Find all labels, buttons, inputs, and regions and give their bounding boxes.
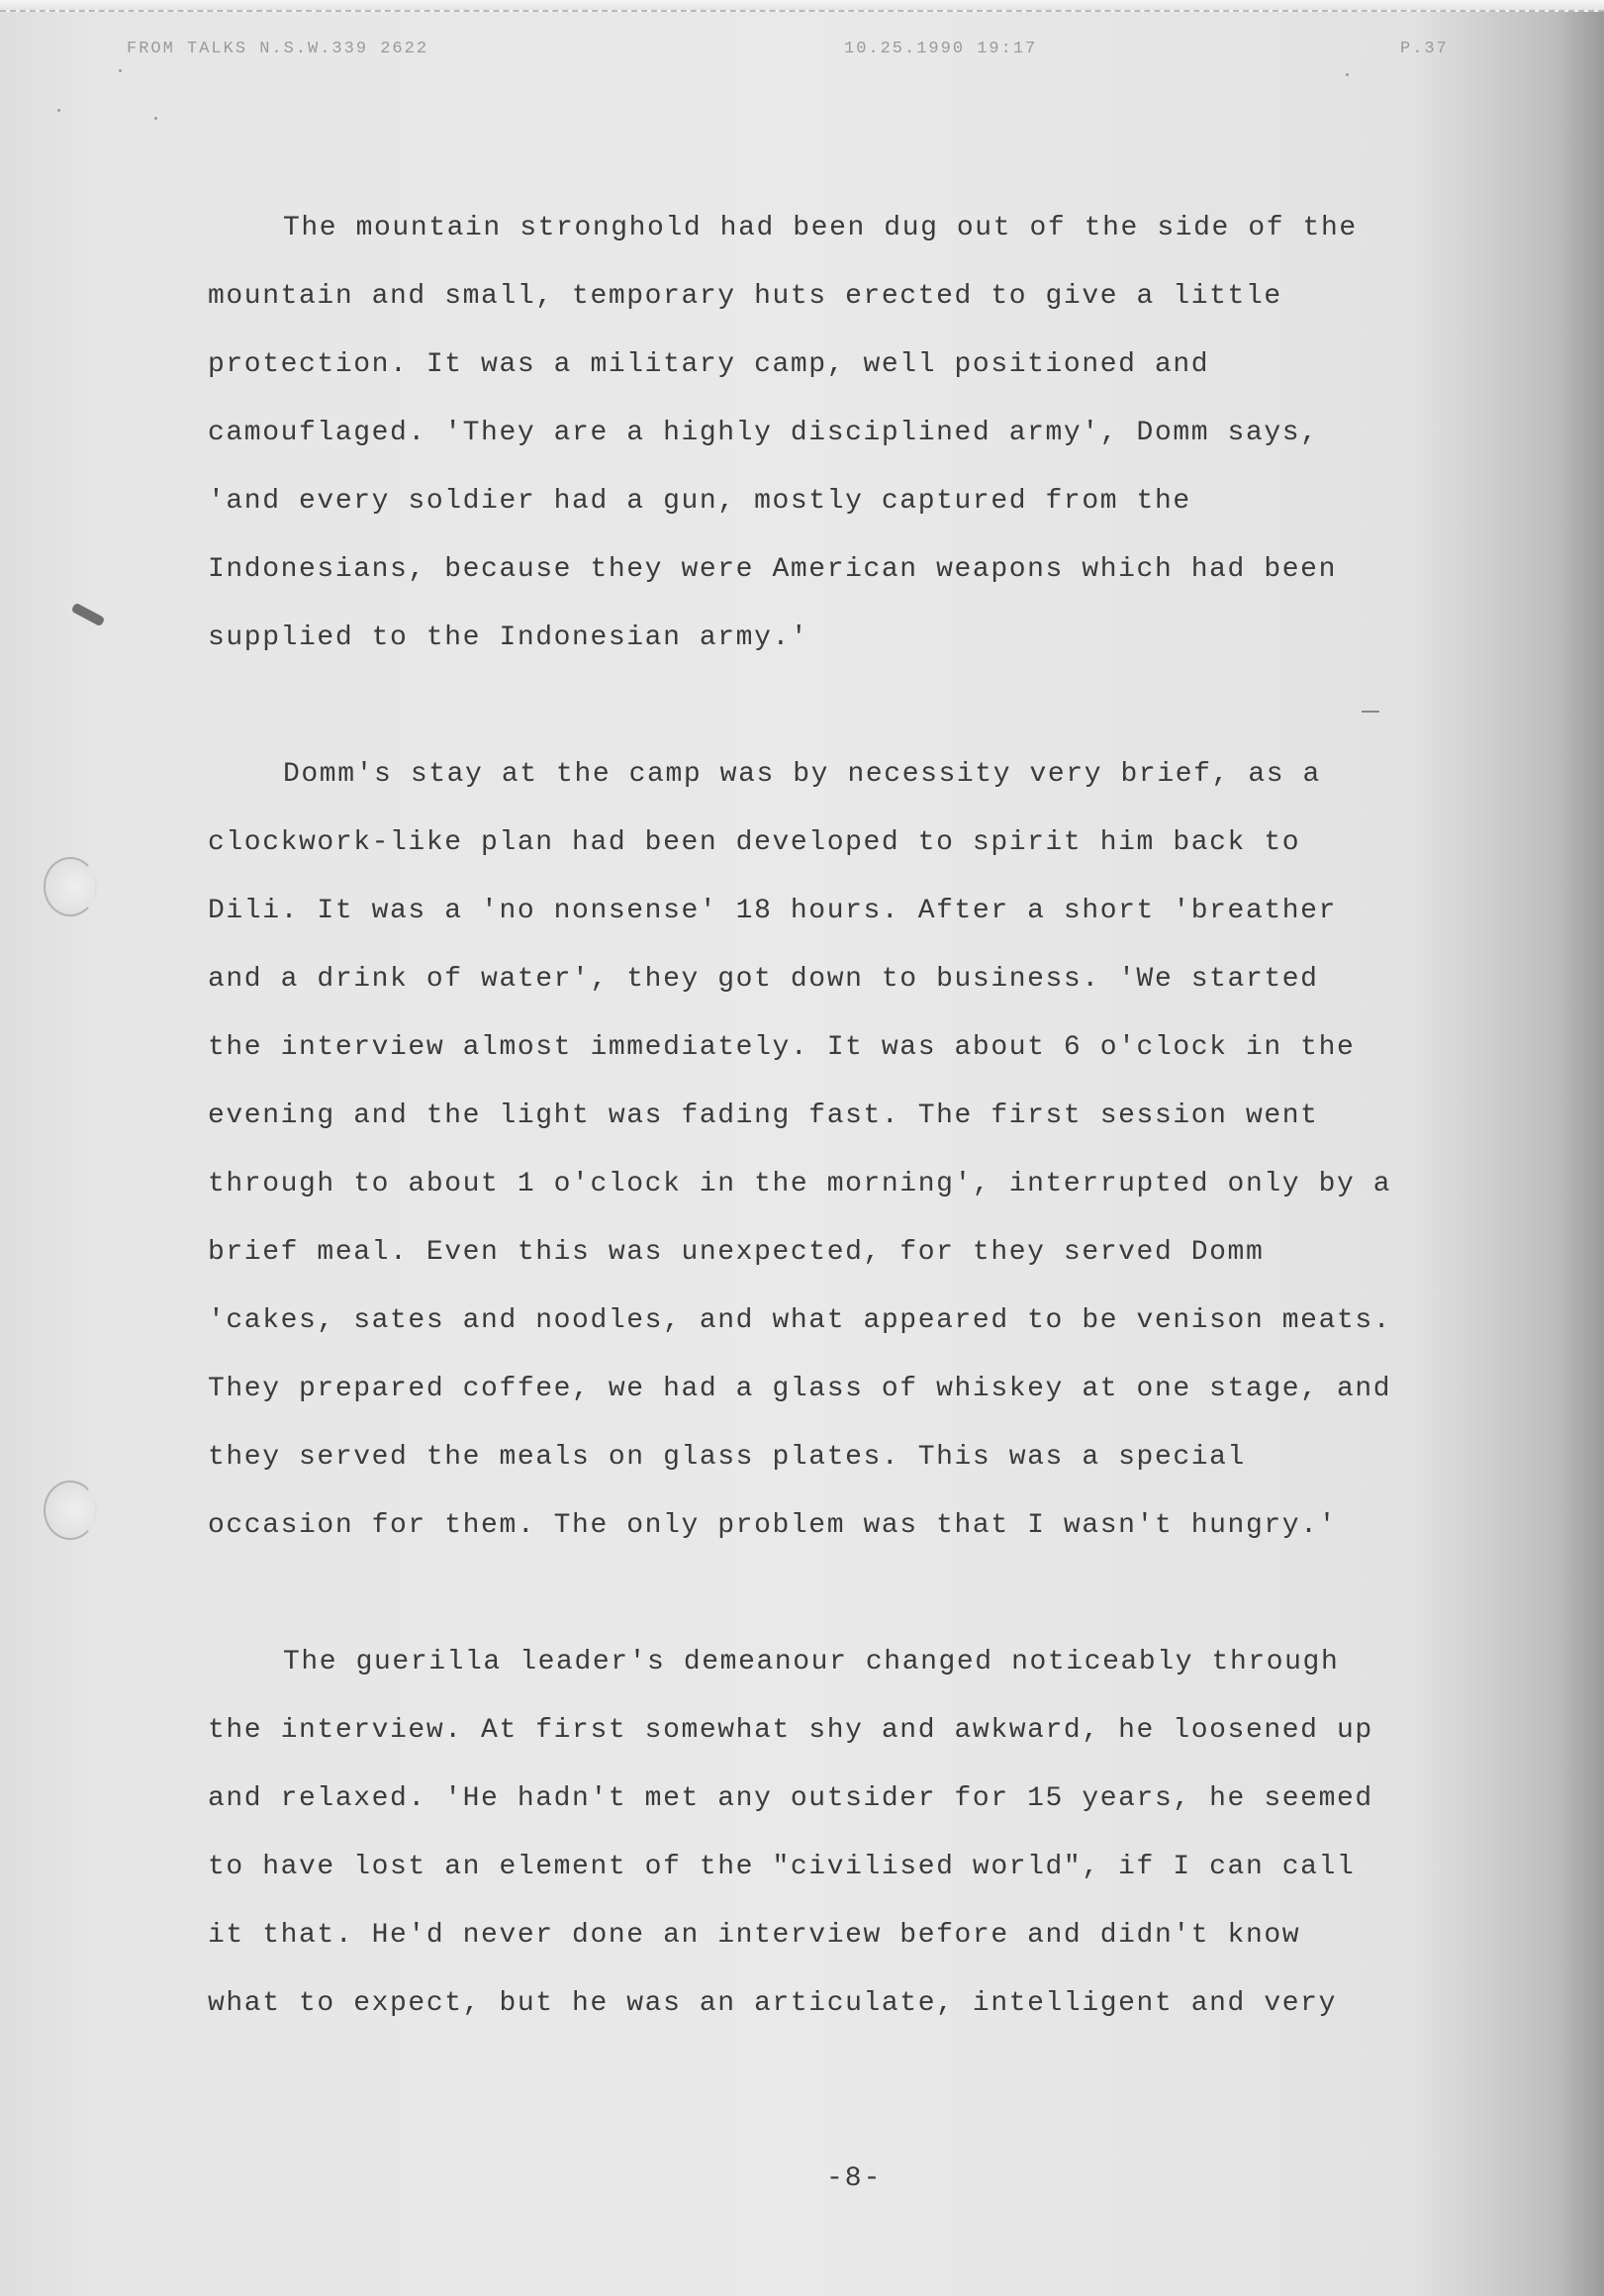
text-line: The guerilla leader's demeanour changed noticeably through [283,1647,1340,1677]
text-line: camouflaged. 'They are a highly disciplined army', Domm says, [208,418,1319,448]
text-line: They prepared coffee, we had a glass of whiskey at one stage, and [208,1374,1392,1404]
text-line: protection. It was a military camp, well positioned and [208,349,1210,380]
text-line: to have lost an element of the "civilised world", if I can call [208,1852,1356,1882]
paragraph-2 [208,740,1524,1560]
scan-speck [1346,73,1349,76]
page-number: -8- [826,2163,883,2194]
paragraph-3 [208,1628,1524,2038]
text-line: they served the meals on glass plates. This was a special [208,1442,1246,1473]
fax-datetime: 10.25.1990 19:17 [844,40,1038,58]
fax-header [0,40,1604,63]
paragraph-gap [208,1560,1524,1628]
text-line: 'cakes, sates and noodles, and what appeared to be venison meats. [208,1305,1392,1336]
text-line: clockwork-like plan had been developed to spirit him back to [208,827,1301,858]
text-line: mountain and small, temporary huts erected to give a little [208,281,1282,312]
text-line: Dili. It was a 'no nonsense' 18 hours. After a short 'breather [208,896,1337,926]
text-line: Indonesians, because they were American weapons which had been [208,554,1337,585]
fax-from: FROM TALKS N.S.W.339 2622 [127,40,429,58]
scan-speck [154,117,157,120]
text-line: it that. He'd never done an interview before and didn't know [208,1920,1301,1951]
scan-mark [71,603,106,627]
text-line: what to expect, but he was an articulate, intelligent and very [208,1988,1337,2019]
text-line: and relaxed. 'He hadn't met any outsider for 15 years, he seemed [208,1783,1373,1814]
paragraph-gap [208,672,1524,740]
fax-page-number: P.37 [1400,40,1449,58]
scan-speck [119,69,122,72]
scan-speck [57,109,60,112]
text-line: brief meal. Even this was unexpected, for they served Domm [208,1237,1265,1268]
fax-top-edge [0,0,1604,12]
text-line: evening and the light was fading fast. The first session went [208,1100,1319,1131]
text-line: the interview almost immediately. It was about 6 o'clock in the [208,1032,1356,1063]
text-line: through to about 1 o'clock in the morning', interrupted only by a [208,1169,1392,1199]
text-line: 'and every soldier had a gun, mostly captured from the [208,486,1191,517]
text-line: the interview. At first somewhat shy and awkward, he loosened up [208,1715,1373,1746]
text-line: and a drink of water', they got down to business. 'We started [208,964,1319,995]
punch-hole [44,1481,97,1540]
article-body [208,194,1524,2038]
paragraph-1 [208,194,1524,672]
text-line: supplied to the Indonesian army.' [208,622,809,653]
text-line: Domm's stay at the camp was by necessity very brief, as a [283,759,1321,790]
text-line: The mountain stronghold had been dug out of the side of the [283,213,1358,243]
punch-hole [44,857,97,916]
text-line: occasion for them. The only problem was that I wasn't hungry.' [208,1510,1337,1541]
